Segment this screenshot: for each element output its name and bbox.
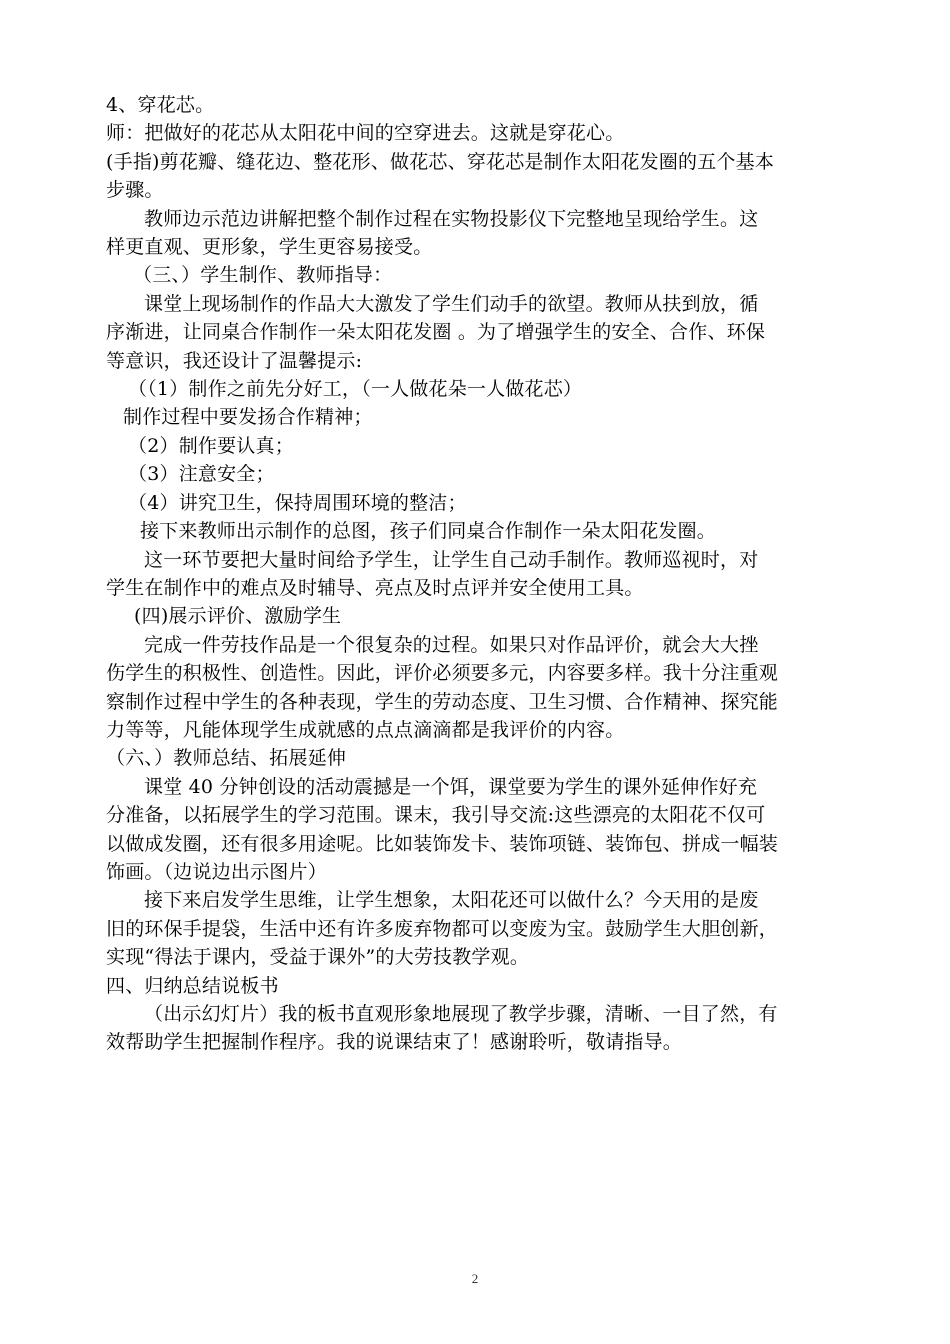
text-line: 4、穿花芯。 — [106, 94, 215, 116]
text-line: 旧的环保手提袋，生活中还有许多废弃物都可以变废为宝。鼓励学生大胆创新， — [106, 917, 779, 940]
text-line: 效帮助学生把握制作程序。我的说课结束了！感谢聆听，敬请指导。 — [106, 1031, 683, 1054]
text-line: 步骤。 — [106, 179, 164, 202]
text-line: 课堂上现场制作的作品大大激发了学生们动手的欲望。教师从扶到放，循 — [144, 292, 759, 315]
text-line: 师：把做好的花芯从太阳花中间的空穿进去。这就是穿花心。 — [106, 122, 625, 145]
list-item: （（1）制作之前先分好工，（一人做花朵一人做花芯） — [128, 378, 583, 401]
text-line: 完成一件劳技作品是一个很复杂的过程。如果只对作品评价，就会大大挫 — [144, 633, 759, 656]
text-line: 察制作过程中学生的各种表现，学生的劳动态度、卫生习惯、合作精神、探究能 — [106, 690, 779, 713]
text-line: 接下来教师出示制作的总图，孩子们同桌合作制作一朵太阳花发圈。 — [140, 520, 717, 543]
text-line: 分准备，以拓展学生的学习范围。课末，我引导交流:这些漂亮的太阳花不仅可 — [106, 804, 766, 827]
text-line: 课堂 40 分钟创设的活动震撼是一个饵，课堂要为学生的课外延伸作好充 — [144, 775, 758, 798]
text-line: 学生在制作中的难点及时辅导、亮点及时点评并安全使用工具。 — [106, 576, 644, 599]
text-line: 这一环节要把大量时间给予学生，让学生自己动手制作。教师巡视时，对 — [144, 548, 759, 571]
text-line: 饰画。（边说边出示图片） — [106, 860, 327, 883]
list-item: 制作过程中要发扬合作精神； — [123, 406, 373, 429]
text-line: 力等等，凡能体现学生成就感的点点滴滴都是我评价的内容。 — [106, 718, 625, 741]
text-line: 伤学生的积极性、创造性。因此，评价必须要多元，内容要多样。我十分注重观 — [106, 662, 779, 685]
text-line: 以做成发圈，还有很多用途呢。比如装饰发卡、装饰项链、装饰包、拼成一幅装 — [106, 832, 779, 855]
list-item: （2）制作要认真； — [128, 434, 294, 457]
section-heading: （六、）教师总结、拓展延伸 — [106, 747, 347, 770]
section-heading: 四、归纳总结说板书 — [106, 974, 279, 997]
list-item: （4）讲究卫生，保持周围环境的整洁； — [128, 491, 467, 514]
text-line: （出示幻灯片）我的板书直观形象地展现了教学步骤，清晰、一目了然，有 — [144, 1003, 778, 1025]
section-heading: (四)展示评价、激励学生 — [134, 605, 342, 628]
text-line: (手指)剪花瓣、缝花边、整花形、做花芯、穿花芯是制作太阳花发圈的五个基本 — [106, 150, 775, 173]
list-item: （3）注意安全； — [128, 463, 275, 486]
text-line: 等意识，我还设计了温馨提示: — [106, 349, 363, 372]
text-line: 样更直观、更形象，学生更容易接受。 — [106, 236, 433, 259]
section-heading: （三、）学生制作、教师指导： — [133, 264, 393, 287]
text-line: 接下来启发学生思维，让学生想象，太阳花还可以做什么？今天用的是废 — [144, 889, 759, 912]
text-line: 教师边示范边讲解把整个制作过程在实物投影仪下完整地呈现给学生。这 — [144, 207, 759, 230]
text-line: 实现“得法于课内，受益于课外”的大劳技教学观。 — [106, 946, 530, 969]
page-number: 2 — [471, 1271, 479, 1286]
text-line: 序渐进，让同桌合作制作一朵太阳花发圈 。为了增强学生的安全、合作、环保 — [106, 321, 766, 344]
document-body — [106, 91, 864, 1057]
